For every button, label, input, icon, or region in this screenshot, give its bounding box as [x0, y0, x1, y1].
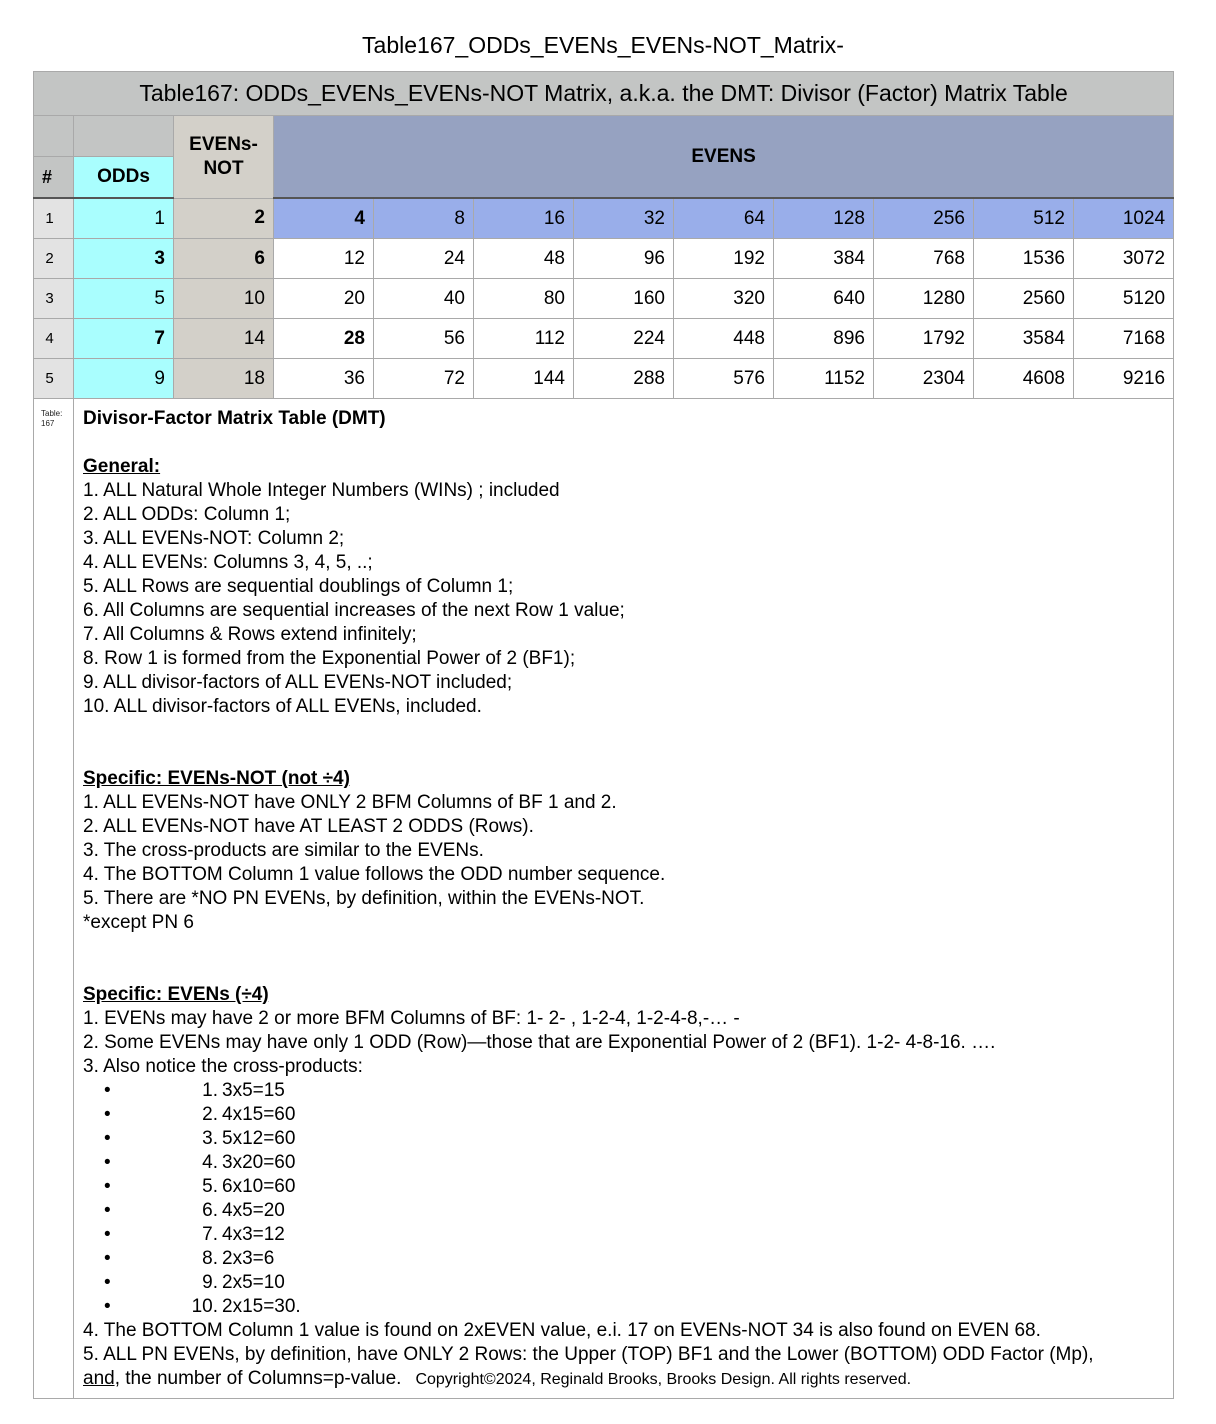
even-cell: 36: [274, 359, 374, 399]
general-item: 4. ALL EVENs: Columns 3, 4, 5, ..;: [83, 552, 373, 573]
even-cell: 16: [474, 198, 574, 239]
bullet-icon: •: [104, 1152, 111, 1173]
even-cell: 112: [474, 319, 574, 359]
table-row: [34, 239, 1174, 279]
general-item: 6. All Columns are sequential increases of the next Row 1 value;: [83, 600, 625, 621]
row-number: 1: [34, 198, 74, 239]
evens-not-cell: 6: [174, 239, 274, 279]
row-number: 3: [34, 279, 74, 319]
evens-not-footnote: *except PN 6: [83, 912, 194, 933]
evens-not-cell: 14: [174, 319, 274, 359]
evens-title: Specific: EVENs (÷4): [83, 984, 269, 1005]
even-cell: 40: [374, 279, 474, 319]
even-cell: 24: [374, 239, 474, 279]
even-cell: 1024: [1074, 198, 1174, 239]
even-cell: 1792: [874, 319, 974, 359]
table-row: [34, 198, 1174, 239]
evens-not-item: 1. ALL EVENs-NOT have ONLY 2 BFM Columns of BF 1 and 2.: [83, 792, 617, 813]
even-cell: 28: [274, 319, 374, 359]
even-cell: 640: [774, 279, 874, 319]
row-number: 4: [34, 319, 74, 359]
evens-item: 4. The BOTTOM Column 1 value is found on 2xEVEN value, e.i. 17 on EVENs-NOT 34 is also found on EVEN 68.: [83, 1320, 1041, 1341]
even-cell: 160: [574, 279, 674, 319]
even-cell: 80: [474, 279, 574, 319]
general-item: 7. All Columns & Rows extend infinitely;: [83, 624, 417, 645]
bullet-icon: •: [104, 1128, 111, 1149]
even-cell: 4: [274, 198, 374, 239]
general-item: 10. ALL divisor-factors of ALL EVENs, included.: [83, 696, 482, 717]
odd-cell: 1: [74, 198, 174, 239]
row-number: 5: [34, 359, 74, 399]
table-row: [34, 319, 1174, 359]
header-evens-not-line2: NOT: [203, 157, 244, 179]
even-cell: 768: [874, 239, 974, 279]
copyright-notice: Copyright©2024, Reginald Brooks, Brooks Design. All rights reserved.: [415, 1371, 912, 1388]
evens-not-item: 5. There are *NO PN EVENs, by definition, within the EVENs-NOT.: [83, 888, 645, 909]
cross-product-item: • 8. 2x3=6: [83, 1247, 1173, 1271]
bullet-icon: •: [104, 1248, 111, 1269]
cross-product-item: • 7. 4x3=12: [83, 1223, 1173, 1247]
evens-not-item: 4. The BOTTOM Column 1 value follows the ODD number sequence.: [83, 864, 666, 885]
even-cell: 8: [374, 198, 474, 239]
odd-cell: 5: [74, 279, 174, 319]
header-evens: EVENS: [274, 116, 1174, 199]
even-cell: 320: [674, 279, 774, 319]
bullet-icon: •: [104, 1176, 111, 1197]
header-evens-not-line1: EVENs-: [189, 133, 258, 155]
cross-product-item: • 6. 4x5=20: [83, 1199, 1173, 1223]
general-item: 1. ALL Natural Whole Integer Numbers (WINs) ; included: [83, 480, 560, 501]
bullet-icon: •: [104, 1224, 111, 1245]
evens-item-continued: and, the number of Columns=p-value. Copyright©2024, Reginald Brooks, Brooks Design. All rights reserved.: [83, 1368, 912, 1389]
cross-product-item: • 1. 3x5=15: [83, 1079, 1173, 1103]
evens-not-item: 3. The cross-products are similar to the EVENs.: [83, 840, 484, 861]
divisor-matrix-table: [33, 71, 1174, 1399]
cross-product-item: • 4. 3x20=60: [83, 1151, 1173, 1175]
even-cell: 224: [574, 319, 674, 359]
cross-product-item: • 9. 2x5=10: [83, 1271, 1173, 1295]
and-emphasis: and,: [83, 1368, 120, 1389]
bullet-icon: •: [104, 1272, 111, 1293]
notes-label-line2: 167: [41, 419, 55, 428]
even-cell: 12: [274, 239, 374, 279]
bullet-icon: •: [104, 1296, 111, 1317]
table-title: Table167: ODDs_EVENs_EVENs-NOT Matrix, a.k.a. the DMT: Divisor (Factor) Matrix Table: [34, 72, 1174, 116]
notes-label-line1: Table:: [41, 409, 63, 418]
header-blank-hash: [34, 116, 74, 157]
notes-cell: [74, 399, 1174, 1399]
evens-not-cell: 18: [174, 359, 274, 399]
cross-product-item: • 5. 6x10=60: [83, 1175, 1173, 1199]
table-row: [34, 359, 1174, 399]
even-cell: 288: [574, 359, 674, 399]
general-title: General:: [83, 456, 161, 477]
even-cell: 72: [374, 359, 474, 399]
general-item: 3. ALL EVENs-NOT: Column 2;: [83, 528, 345, 549]
even-cell: 192: [674, 239, 774, 279]
even-cell: 2560: [974, 279, 1074, 319]
evens-not-item: 2. ALL EVENs-NOT have AT LEAST 2 ODDS (Rows).: [83, 816, 534, 837]
notes-heading: Divisor-Factor Matrix Table (DMT): [83, 408, 386, 429]
header-hash: #: [34, 157, 74, 199]
header-evens-not: [174, 116, 274, 199]
even-cell: 3584: [974, 319, 1074, 359]
document-title: Table167_ODDs_EVENs_EVENs-NOT_Matrix-: [362, 32, 844, 58]
even-cell: 64: [674, 198, 774, 239]
even-cell: 1152: [774, 359, 874, 399]
even-cell: 7168: [1074, 319, 1174, 359]
bullet-icon: •: [104, 1080, 111, 1101]
cross-product-item: • 3. 5x12=60: [83, 1127, 1173, 1151]
general-item: 2. ALL ODDs: Column 1;: [83, 504, 291, 525]
odd-cell: 3: [74, 239, 174, 279]
even-cell: 4608: [974, 359, 1074, 399]
table-row: [34, 279, 1174, 319]
general-item: 9. ALL divisor-factors of ALL EVENs-NOT included;: [83, 672, 513, 693]
even-cell: 512: [974, 198, 1074, 239]
notes-label: [34, 399, 74, 1399]
even-cell: 9216: [1074, 359, 1174, 399]
even-cell: 3072: [1074, 239, 1174, 279]
odd-cell: 7: [74, 319, 174, 359]
even-cell: 48: [474, 239, 574, 279]
even-cell: 576: [674, 359, 774, 399]
even-cell: 128: [774, 198, 874, 239]
even-cell: 1280: [874, 279, 974, 319]
row-number: 2: [34, 239, 74, 279]
even-cell: 448: [674, 319, 774, 359]
evens-not-cell: 10: [174, 279, 274, 319]
even-cell: 2304: [874, 359, 974, 399]
even-cell: 1536: [974, 239, 1074, 279]
header-odds: ODDs: [74, 157, 174, 199]
bullet-icon: •: [104, 1104, 111, 1125]
evens-item: 5. ALL PN EVENs, by definition, have ONLY 2 Rows: the Upper (TOP) BF1 and the Lower (BOTTOM) ODD Factor (Mp),: [83, 1344, 1094, 1365]
even-cell: 20: [274, 279, 374, 319]
bullet-icon: •: [104, 1200, 111, 1221]
even-cell: 384: [774, 239, 874, 279]
evens-item: 2. Some EVENs may have only 1 ODD (Row)—those that are Exponential Power of 2 (BF1). 1-2- 4-8-16. ….: [83, 1032, 996, 1053]
even-cell: 56: [374, 319, 474, 359]
cross-product-item: • 10. 2x15=30.: [83, 1295, 1173, 1319]
even-cell: 32: [574, 198, 674, 239]
header-blank-odds: [74, 116, 174, 157]
odd-cell: 9: [74, 359, 174, 399]
even-cell: 5120: [1074, 279, 1174, 319]
even-cell: 896: [774, 319, 874, 359]
cross-product-item: • 2. 4x15=60: [83, 1103, 1173, 1127]
evens-not-cell: 2: [174, 198, 274, 239]
evens-item: 1. EVENs may have 2 or more BFM Columns of BF: 1- 2- , 1-2-4, 1-2-4-8,-… -: [83, 1008, 740, 1029]
general-item: 5. ALL Rows are sequential doublings of Column 1;: [83, 576, 514, 597]
evens-not-title: Specific: EVENs-NOT (not ÷4): [83, 768, 350, 789]
even-cell: 256: [874, 198, 974, 239]
even-cell: 96: [574, 239, 674, 279]
evens-item: 3. Also notice the cross-products:: [83, 1056, 363, 1077]
general-item: 8. Row 1 is formed from the Exponential Power of 2 (BF1);: [83, 648, 576, 669]
even-cell: 144: [474, 359, 574, 399]
